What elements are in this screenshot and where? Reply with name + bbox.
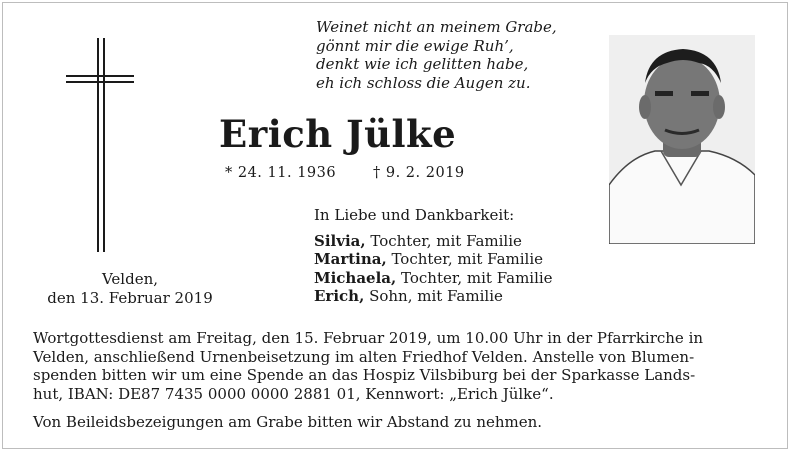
mourner-name: Martina, (314, 250, 387, 268)
mourner-name: Michaela, (314, 268, 397, 287)
mourner-entry (314, 232, 553, 251)
mourner-entry (314, 287, 553, 306)
cross-icon (66, 38, 134, 252)
mourner-entry (314, 250, 553, 269)
cross-horizontal-bar (66, 81, 134, 83)
mourner-relation: Sohn, mit Familie (364, 287, 503, 305)
service-details (33, 329, 763, 403)
poem-line: gönnt mir die ewige Ruh’, (316, 36, 514, 55)
poem (316, 18, 596, 92)
place-date: den 13. Februar 2019 (47, 288, 213, 307)
mourner-entry (314, 269, 553, 288)
mourner-relation: Tochter, mit Familie (365, 231, 522, 250)
deceased-name: Erich Jülke (219, 112, 457, 156)
mourner-relation: Tochter, mit Familie (396, 268, 553, 287)
mourner-name: Silvia, (314, 231, 366, 250)
place-and-date (30, 270, 230, 307)
mourners-list (314, 206, 553, 306)
closing-note: Von Beileidsbezeigungen am Grabe bitten wir Abstand zu nehmen. (33, 413, 543, 431)
portrait-photo (609, 35, 755, 244)
service-line: Velden, anschließend Urnenbeisetzung im alten Friedhof Velden. Anstelle von Blumen- (33, 347, 695, 366)
service-line: hut, IBAN: DE87 7435 0000 0000 2881 01, Kennwort: „Erich Jülke“. (33, 384, 554, 403)
mourner-relation: Tochter, mit Familie (386, 250, 544, 268)
service-line: Wortgottesdienst am Freitag, den 15. Februar 2019, um 10.00 Uhr in der Pfarrkirche in (33, 329, 704, 347)
mourners-intro: In Liebe und Dankbarkeit: (314, 206, 515, 224)
place-city: Velden, (101, 270, 159, 288)
poem-line: Weinet nicht an meinem Grabe, (316, 18, 557, 36)
poem-line: denkt wie ich gelitten habe, (316, 55, 529, 73)
cross-horizontal-bar (66, 75, 134, 77)
poem-line: eh ich schloss die Augen zu. (316, 73, 531, 92)
birth-date: * 24. 11. 1936 (225, 165, 337, 181)
mourner-name: Erich, (314, 287, 365, 305)
cross-vertical-bar (103, 38, 105, 252)
service-line: spenden bitten wir um eine Spende an das Hospiz Vilsbiburg bei der Sparkasse Lands- (33, 366, 696, 384)
portrait-illustration (609, 35, 755, 244)
death-date: † 9. 2. 2019 (373, 165, 465, 181)
cross-vertical-bar (97, 38, 99, 252)
